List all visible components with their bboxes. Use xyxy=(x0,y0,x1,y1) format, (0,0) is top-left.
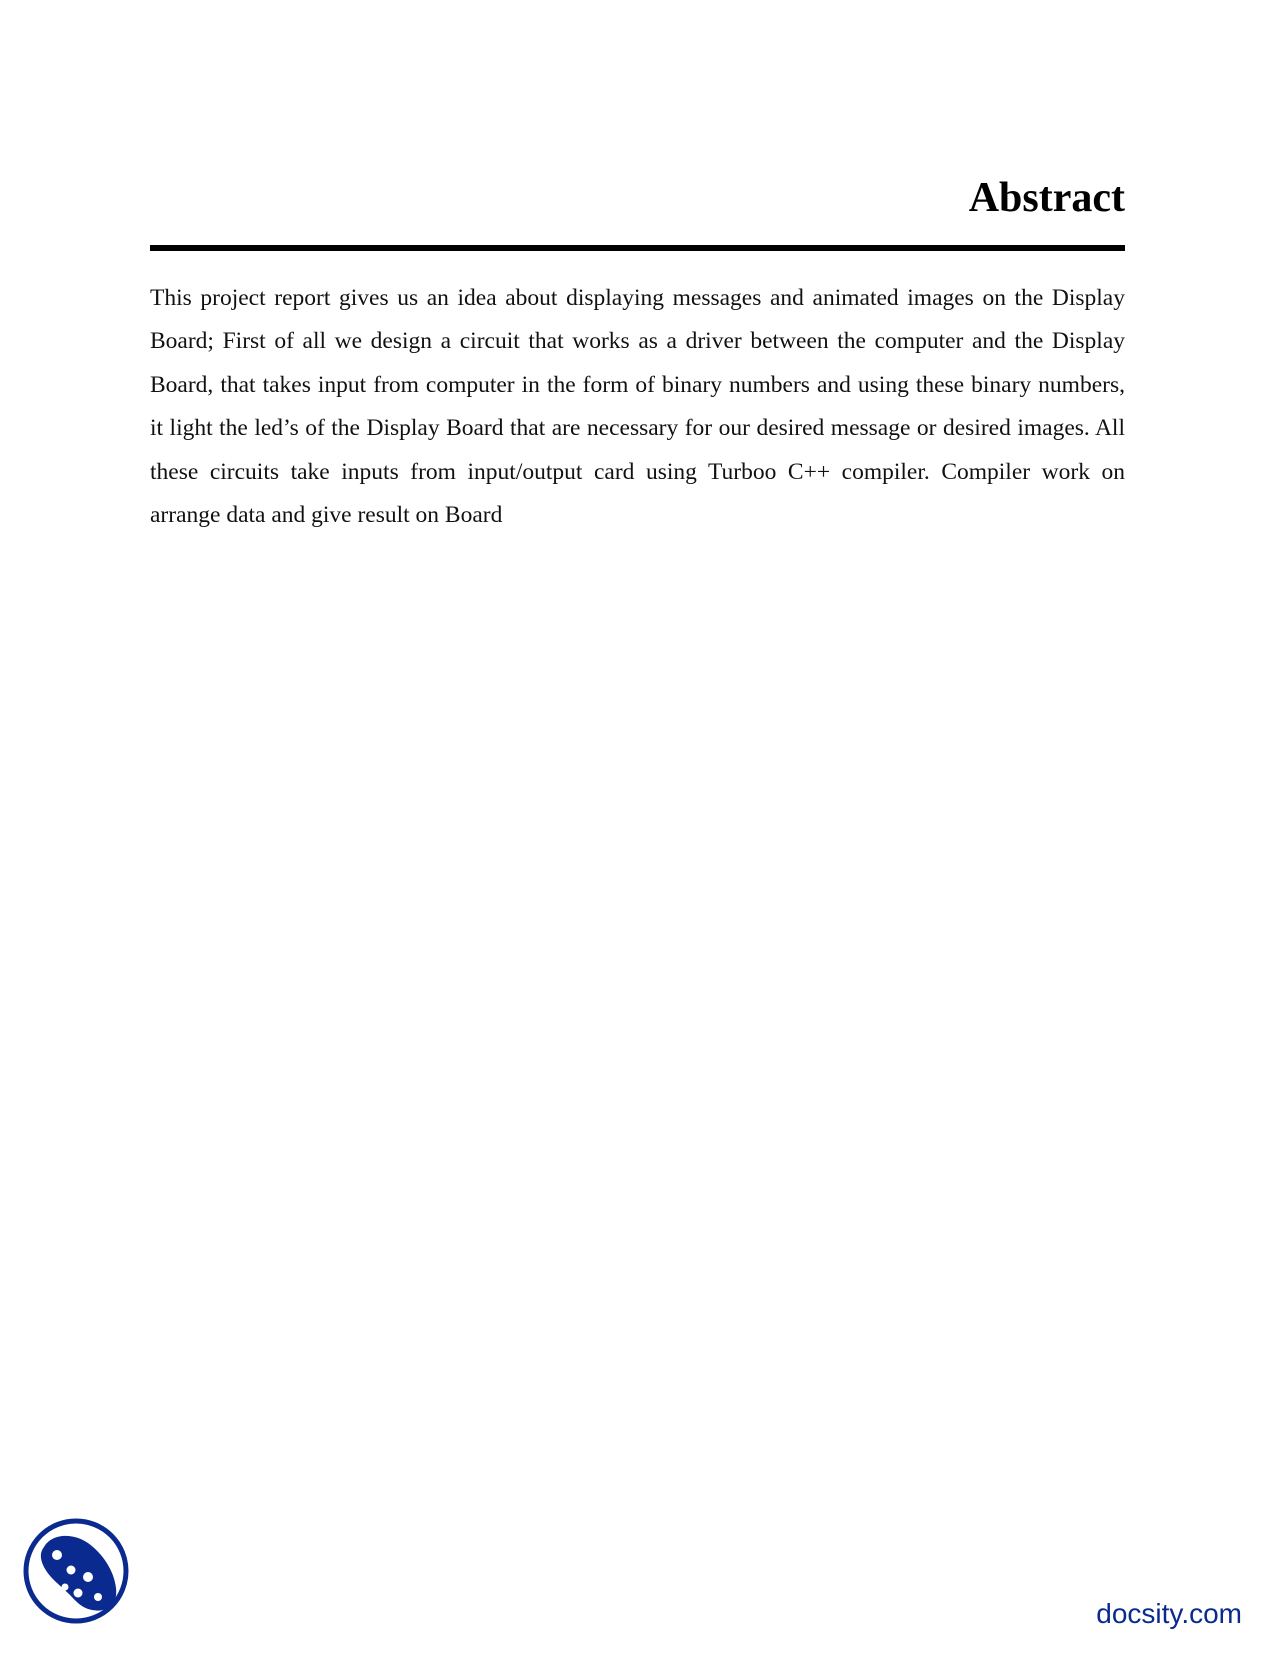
abstract-paragraph: This project report gives us an idea about displaying messages and animated images on the Display Board; First of all we design a circuit that works as a driver between the computer and the Display Board, that takes input from computer in the form of binary numbers and using these binary numbers, it light the led’s of the Display Board that are necessary for our desired message or desired images. All these circuits take inputs from input/output card using Turboo C++ compiler. Compiler work on arrange data and give result on Board xyxy=(150,285,1125,529)
title-divider xyxy=(150,245,1125,251)
page-title: Abstract xyxy=(968,175,1125,221)
docsity-logo-icon xyxy=(20,1515,132,1627)
docsity-brand-text: docsity.com xyxy=(1096,1598,1242,1629)
